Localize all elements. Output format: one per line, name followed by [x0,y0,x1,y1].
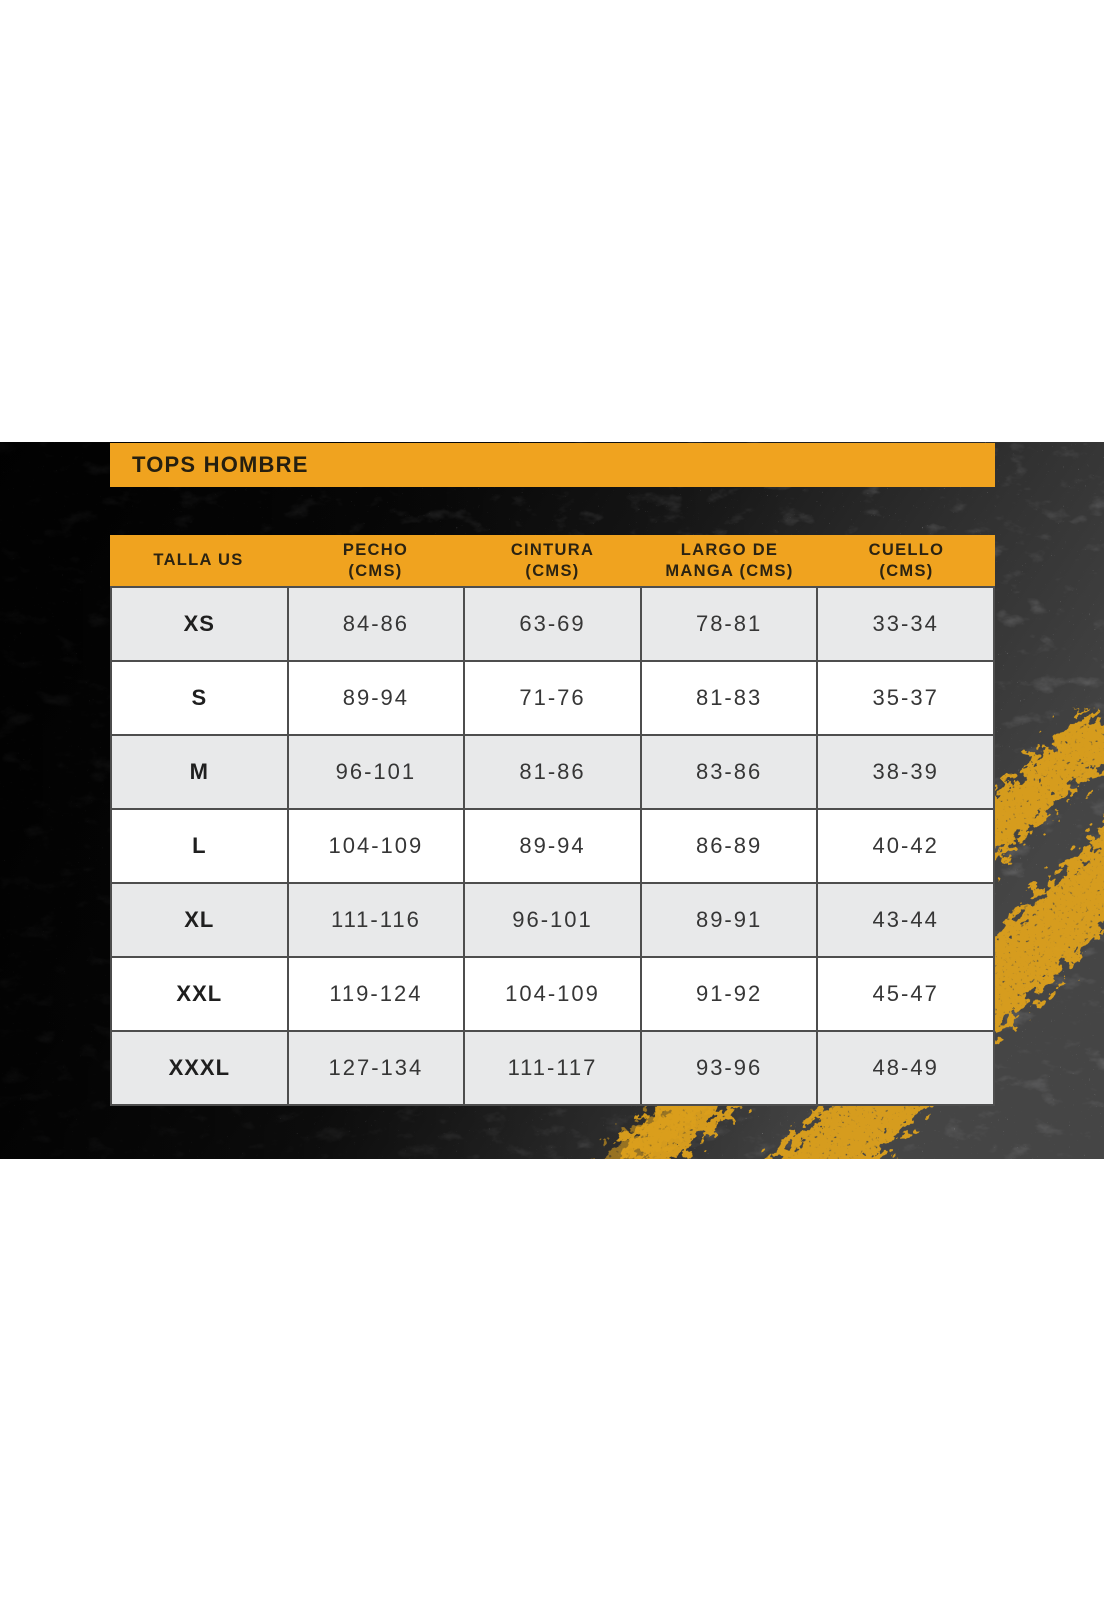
measurement-cell: 81-83 [642,662,817,734]
measurement-cell: 78-81 [642,588,817,660]
column-header-cintura [464,540,641,580]
measurement-cell: 38-39 [818,736,993,808]
measurement-cell: 89-91 [642,884,817,956]
column-header-line1: LARGO DE [680,541,779,560]
measurement-cell: 83-86 [642,736,817,808]
measurement-cell: 81-86 [465,736,640,808]
measurement-cell: 84-86 [289,588,464,660]
column-header-line1: CUELLO [868,541,945,560]
measurement-cell: 33-34 [818,588,993,660]
column-header-line1: TALLA US [153,551,244,570]
measurement-cell: 43-44 [818,884,993,956]
size-cell: XS [112,588,287,660]
measurement-cell: 91-92 [642,958,817,1030]
size-cell: L [112,810,287,882]
measurement-cell: 71-76 [465,662,640,734]
measurement-cell: 104-109 [289,810,464,882]
size-cell: XXXL [112,1032,287,1104]
measurement-cell: 86-89 [642,810,817,882]
measurement-cell: 104-109 [465,958,640,1030]
measurement-cell: 63-69 [465,588,640,660]
column-header-line1: CINTURA [510,541,595,560]
measurement-cell: 48-49 [818,1032,993,1104]
table-header-row [110,535,995,586]
measurement-cell: 111-116 [289,884,464,956]
measurement-cell: 96-101 [289,736,464,808]
measurement-cell: 45-47 [818,958,993,1030]
column-header-talla-us [110,550,287,570]
column-header-line2: (CMS) [879,561,934,580]
measurement-cell: 89-94 [465,810,640,882]
size-cell: M [112,736,287,808]
column-header-pecho [287,540,464,580]
size-cell: S [112,662,287,734]
column-header-line2: MANGA (CMS) [665,561,794,580]
page-title: TOPS HOMBRE [132,452,309,477]
measurement-cell: 35-37 [818,662,993,734]
measurement-cell: 89-94 [289,662,464,734]
column-header-largo-de-manga [641,540,818,580]
size-table [110,535,995,1106]
size-cell: XXL [112,958,287,1030]
measurement-cell: 96-101 [465,884,640,956]
table-body [110,586,995,1106]
column-header-line2: (CMS) [348,561,403,580]
measurement-cell: 40-42 [818,810,993,882]
column-header-line2: (CMS) [525,561,580,580]
measurement-cell: 93-96 [642,1032,817,1104]
size-cell: XL [112,884,287,956]
measurement-cell: 127-134 [289,1032,464,1104]
column-header-line1: PECHO [342,541,409,560]
measurement-cell: 119-124 [289,958,464,1030]
column-header-cuello [818,540,995,580]
measurement-cell: 111-117 [465,1032,640,1104]
title-bar [110,443,995,487]
